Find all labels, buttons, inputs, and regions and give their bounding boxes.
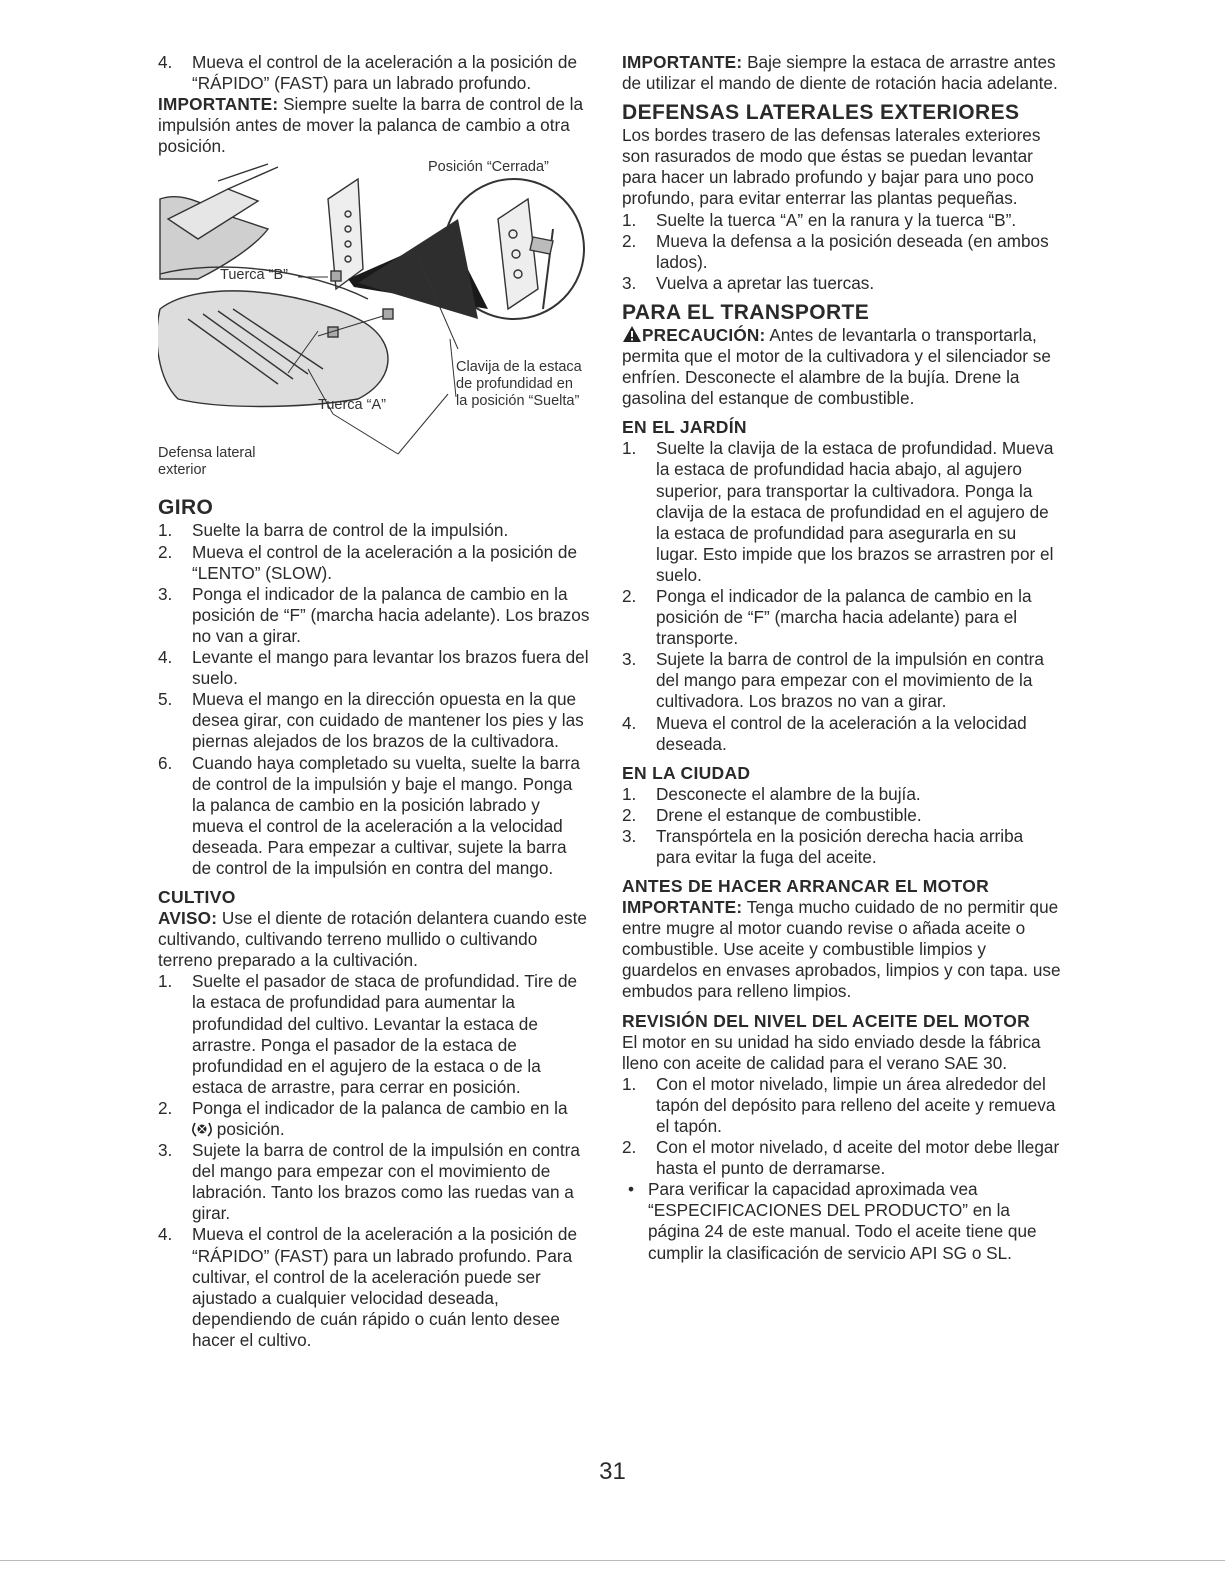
giro-list (158, 520, 590, 879)
list-item: 1. Suelte la clavija de la estaca de profundidad. Mueva la estaca de profundidad hacia abajo, al agujero superior, para transportar la cultivadora. Ponga la clavija de la estaca de profundidad en el agujero de la estaca de profundidad para asegurarla en su lugar. Esto impide que los brazos se arrastren por el suelo. (622, 438, 1054, 585)
ciudad-title: EN LA CIUDAD (622, 762, 751, 783)
jardin-title: EN EL JARDÍN (622, 417, 747, 438)
list-item: 3. Sujete la barra de control de la impulsión en contra del mango para empezar con el movimiento de la cultivadora. Los brazos no van a girar. (622, 649, 1044, 712)
left-column (158, 52, 590, 1351)
list-item: 6. Cuando haya completado su vuelta, suelte la barra de control de la impulsión y baje el mango. Ponga la palanca de cambio en la posición labrado y mueva el control de la aceleración a la velocidad deseada. Para empezar a cultivar, sujete la barra de control de la impulsión en contra del mango. (158, 752, 580, 878)
page-bottom-rule (0, 1560, 1225, 1561)
important-note: IMPORTANTE: Siempre suelte la barra de control de la impulsión antes de mover la palanca de cambio a otra posición. (158, 94, 584, 157)
important-note: IMPORTANTE: Baje siempre la estaca de arrastre antes de utilizar el mando de diente de rotación hacia adelante. (622, 52, 1058, 94)
nut-a-label: Tuerca “A” (318, 397, 386, 414)
caution-note: PRECAUCIÓN: Antes de levantarla o transportarla, permita que el motor de la cultivadora y el silenciador se enfríen. Desconecte el alambre de la bujía. Drene la gasolina del estanque de combustible. (622, 324, 1051, 409)
ciudad-list (622, 784, 1062, 868)
list-item: 1. Suelte la barra de control de la impulsión. (158, 520, 509, 541)
list-item: 3. Transpórtela en la posición derecha hacia arriba para evitar la fuga del aceite. (622, 825, 1024, 867)
defensas-list (622, 210, 1062, 294)
list-item: 4. Mueva el control de la aceleración a la velocidad deseada. (622, 712, 1027, 754)
list-item: 2. Drene el estanque de combustible. (622, 804, 922, 825)
right-column (622, 52, 1062, 1264)
list-item: 3. Vuelva a apretar las tuercas. (622, 272, 875, 293)
list-item: 4. Levante el mango para levantar los brazos fuera del suelo. (158, 647, 589, 689)
nut-b-label: Tuerca “B” (220, 267, 288, 284)
list-item: 2. Con el motor nivelado, d aceite del motor debe llegar hasta el punto de derramarse. (622, 1137, 1060, 1179)
revision-text: El motor en su unidad ha sido enviado desde la fábrica lleno con aceite de calidad para el verano SAE 30. (622, 1031, 1041, 1073)
transporte-title: PARA EL TRANSPORTE (622, 300, 870, 324)
depth-stake-figure (158, 159, 590, 489)
important-note: IMPORTANTE: Tenga mucho cuidado de no permitir que entre mugre al motor cuando revise o añada aceite o combustible. Use aceite y combustible limpios y guardelos en envases aprobados, limpios y con tapa. use embudos para relleno limpios. (622, 897, 1061, 1002)
page-number: 31 (599, 1458, 626, 1485)
pin-label: Clavija de la estaca de profundidad en la posición “Suelta” (456, 359, 582, 410)
list-item: 2. Ponga el indicador de la palanca de cambio en la posición de “F” (marcha hacia adelante) para el transporte. (622, 585, 1032, 649)
list-item: 1. Suelte el pasador de staca de profundidad. Tire de la estaca de profundidad para aumentar la profundidad del cultivo. Levantar la estaca de arrastre. Ponga el pasador de la estaca de profundidad en el agujero de la estaca o de la estaca de arrastre, para cerrar en posición. (158, 971, 578, 1097)
defensas-title: DEFENSAS LATERALES EXTERIORES (622, 101, 1020, 125)
list-item: 1. Con el motor nivelado, limpie un área alrededor del tapón del depósito para relleno del aceite y remueva el tapón. (622, 1073, 1056, 1136)
giro-title: GIRO (158, 496, 214, 520)
list-item: 3. Sujete la barra de control de la impulsión en contra del mango para empezar con el movimiento de labración. Tanto los brazos como las ruedas van a girar. (158, 1140, 580, 1224)
list-item: 2. Mueva la defensa a la posición deseada (en ambos lados). (622, 230, 1049, 272)
revision-title: REVISIÓN DEL NIVEL DEL ACEITE DEL MOTOR (622, 1010, 1031, 1031)
list-item: 4. Mueva el control de la aceleración a la posición de “RÁPIDO” (FAST) para un labrado profundo. Para cultivar, el control de la aceleración puede ser ajustado a cualquier velocidad deseada, dependiendo de cuán rápido o cuán lento desee hacer el cultivo. (158, 1224, 578, 1350)
aviso-note: AVISO: Use el diente de rotación delantera cuando este cultivando, cultivando terreno mullido o cultivando terreno preparado a la cultivación. (158, 908, 587, 971)
bullet-item: • Para verificar la capacidad aproximada vea “ESPECIFICACIONES DEL PRODUCTO” en la página 24 de este manual. Todo el aceite tiene que cumplir la clasificación de servicio API SG o SL. (628, 1179, 1037, 1263)
revision-list (622, 1074, 1062, 1179)
tiller-illustration (158, 159, 590, 489)
revision-bullets (622, 1179, 1062, 1263)
list-item: 1. Desconecte el alambre de la bujía. (622, 783, 921, 804)
tine-rotation-icon (192, 1120, 212, 1138)
jardin-list (622, 438, 1062, 754)
list-item: 3. Ponga el indicador de la palanca de cambio en la posición de “F” (marcha hacia adelante). Los brazos no van a girar. (158, 583, 590, 646)
cultivo-list (158, 971, 590, 1351)
defensas-text: Los bordes trasero de las defensas laterales exteriores son rasurados de modo que éstas se puedan levantar para hacer un labrado profundo y bajar para uno poco profundo, para evitar enterrar las plantas pequeñas. (622, 125, 1041, 209)
intro-list (158, 52, 590, 94)
side-shield-label: Defensa lateral exterior (158, 445, 256, 479)
cultivo-title: CULTIVO (158, 887, 236, 908)
warning-icon (622, 325, 642, 343)
list-item: 2. Ponga el indicador de la palanca de cambio en la posición. (158, 1097, 568, 1139)
list-item: 5. Mueva el mango en la dirección opuesta en la que desea girar, con cuidado de mantener los pies y las piernas alejados de los brazos de la cultivadora. (158, 689, 584, 752)
list-item: 1. Suelte la tuerca “A” en la ranura y la tuerca “B”. (622, 209, 1017, 230)
list-item: 4. Mueva el control de la aceleración a la posición de “RÁPIDO” (FAST) para un labrado profundo. (158, 52, 578, 94)
list-item: 2. Mueva el control de la aceleración a la posición de “LENTO” (SLOW). (158, 541, 578, 583)
antes-title: ANTES DE HACER ARRANCAR EL MOTOR (622, 876, 990, 897)
closed-position-label: Posición “Cerrada” (428, 159, 549, 176)
